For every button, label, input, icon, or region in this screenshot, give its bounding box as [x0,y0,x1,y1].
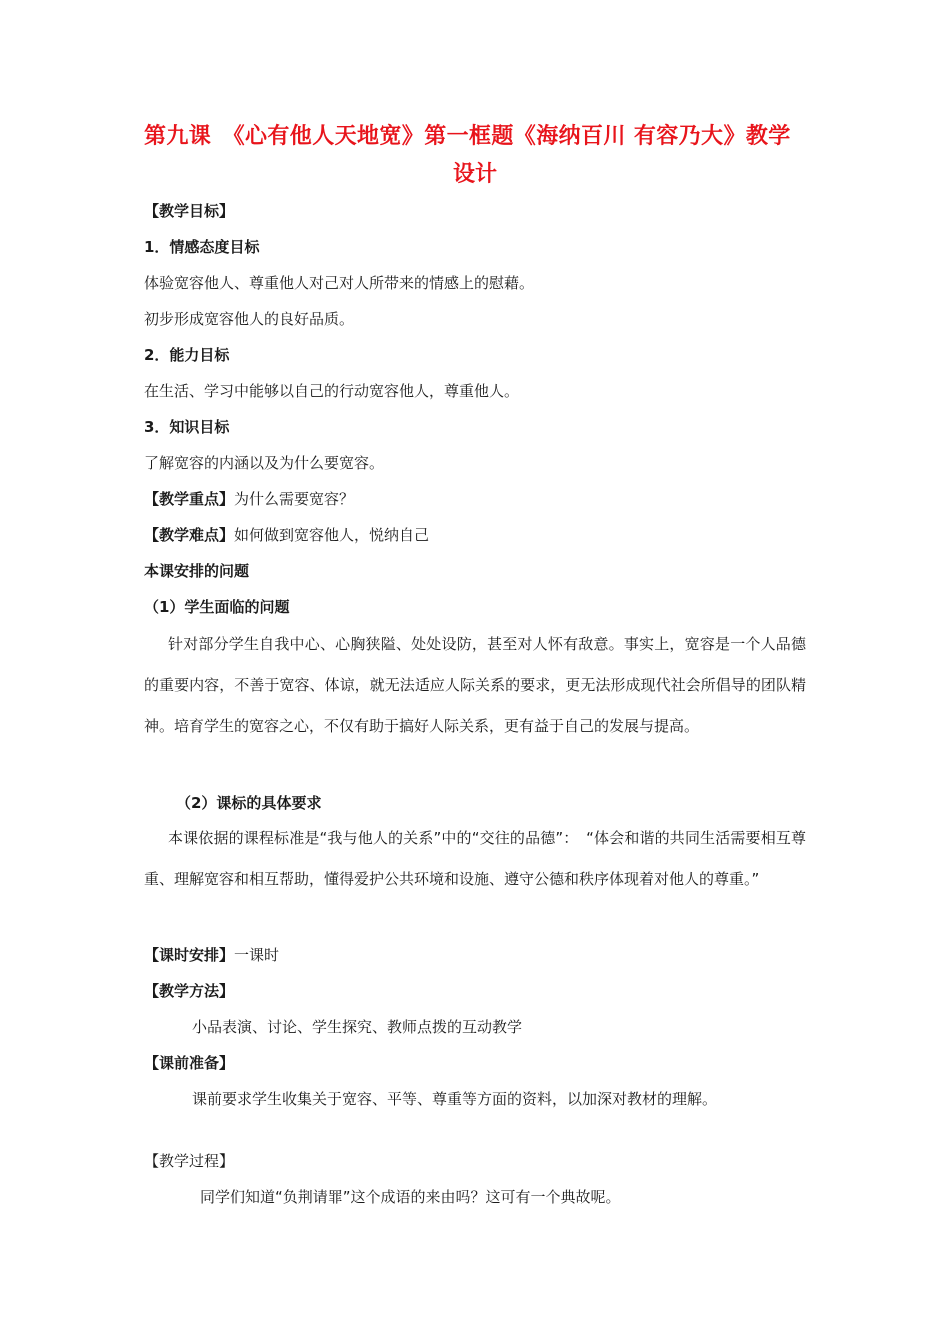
ability-objective-heading: 2．能力目标 [144,346,230,364]
emotion-objective-heading: 1．情感态度目标 [144,238,260,256]
document-title-line-1: 第九课 《心有他人天地宽》第一框题《海纳百川 有容乃大》教学 [144,124,791,149]
process-heading: 【教学过程】 [144,1152,235,1170]
schedule-line [144,944,279,966]
issues-sub2-heading: （2）课标的具体要求 [176,794,322,812]
issues-heading: 本课安排的问题 [144,562,250,580]
knowledge-objective-1: 了解宽容的内涵以及为什么要宽容。 [144,454,385,472]
document-title-line-2: 设计 [452,162,497,187]
knowledge-objective-heading: 3．知识目标 [144,418,230,436]
objectives-heading: 【教学目标】 [144,202,235,220]
issues-sub2-paragraph: 本课依据的课程标准是“我与他人的关系”中的“交往的品德”： “体会和谐的共同生活需要相互尊重、理解宽容和相互帮助，懂得爱护公共环境和设施、遵守公德和秩序体现着对他人的尊重。” [144,829,806,888]
difficulty-label: 【教学难点】 [144,526,235,544]
issues-sub1-heading: （1）学生面临的问题 [144,598,290,616]
schedule-label: 【课时安排】 [144,946,235,964]
difficulty-line [144,524,429,546]
key-point-text: 为什么需要宽容？ [234,490,355,508]
key-point-line [144,488,354,510]
issues-sub1-paragraph: 针对部分学生自我中心、心胸狭隘、处处设防，甚至对人怀有敌意。事实上，宽容是一个人品德的重要内容，不善于宽容、体谅，就无法适应人际关系的要求，更无法形成现代社会所倡导的团队精神。培育学生的宽容之心，不仅有助于搞好人际关系，更有益于自己的发展与提高。 [144,635,806,735]
preparation-heading: 【课前准备】 [144,1054,235,1072]
difficulty-text: 如何做到宽容他人，悦纳自己 [234,526,430,544]
emotion-objective-1: 体验宽容他人、尊重他人对己对人所带来的情感上的慰藉。 [144,274,535,292]
emotion-objective-2: 初步形成宽容他人的良好品质。 [144,310,355,328]
methods-text: 小品表演、讨论、学生探究、教师点拨的互动教学 [192,1018,523,1036]
key-point-label: 【教学重点】 [144,490,235,508]
ability-objective-1: 在生活、学习中能够以自己的行动宽容他人，尊重他人。 [144,382,520,400]
methods-heading: 【教学方法】 [144,982,235,1000]
process-text: 同学们知道“负荆请罪”这个成语的来由吗？这可有一个典故呢。 [200,1188,621,1206]
schedule-text: 一课时 [234,946,280,964]
preparation-text: 课前要求学生收集关于宽容、平等、尊重等方面的资料，以加深对教材的理解。 [192,1090,718,1108]
